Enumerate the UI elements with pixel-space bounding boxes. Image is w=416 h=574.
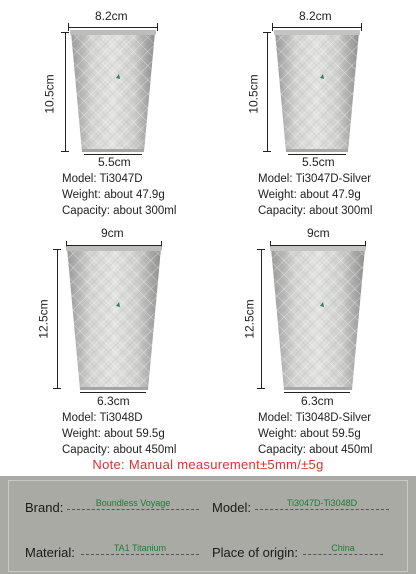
height-line xyxy=(65,32,66,152)
tick xyxy=(257,388,265,389)
measurement-note: Note: Manual measurement±5mm/±5g xyxy=(92,457,324,472)
cup-image xyxy=(70,30,156,154)
spec-model: Model: Ti3047D xyxy=(62,173,143,185)
spec-weight: Weight: about 59.5g xyxy=(62,428,165,440)
spec-weight: Weight: about 59.5g xyxy=(258,428,361,440)
cup-image xyxy=(274,30,360,154)
brand-value: Boundless Voyage xyxy=(67,497,199,510)
top-width-label: 9cm xyxy=(101,226,124,240)
bottom-width-line xyxy=(284,392,350,393)
product-card-ti3048d xyxy=(0,224,208,454)
top-width-line xyxy=(272,27,362,28)
info-panel-frame xyxy=(8,480,408,572)
spec-weight: Weight: about 47.9g xyxy=(258,189,361,201)
top-width-label: 8.2cm xyxy=(299,9,332,23)
height-label: 10.5cm xyxy=(42,74,57,114)
tick xyxy=(53,388,61,389)
product-card-ti3048d-silver xyxy=(208,224,416,454)
spec-weight: Weight: about 47.9g xyxy=(62,189,165,201)
tick xyxy=(361,23,362,31)
height-label: 12.5cm xyxy=(242,299,257,339)
spec-capacity: Capacity: about 450ml xyxy=(258,444,373,456)
product-card-ti3047d xyxy=(0,0,208,230)
brand-label: Brand: xyxy=(25,500,64,515)
height-line xyxy=(267,32,268,152)
bottom-width-label: 5.5cm xyxy=(302,155,335,169)
material-value: TA1 Titanium xyxy=(81,542,199,555)
tick xyxy=(257,249,265,250)
height-line xyxy=(261,249,262,389)
spec-capacity: Capacity: about 300ml xyxy=(258,205,373,217)
cup-image xyxy=(66,246,162,392)
spec-model: Model: Ti3048D xyxy=(62,412,143,424)
top-width-label: 9cm xyxy=(307,226,330,240)
material-label: Material: xyxy=(25,545,75,560)
tick xyxy=(272,23,273,31)
tick xyxy=(157,23,158,31)
product-card-ti3047d-silver xyxy=(208,0,416,230)
info-panel xyxy=(0,476,416,574)
origin-value: China xyxy=(303,542,383,555)
tick xyxy=(53,249,61,250)
origin-label: Place of origin: xyxy=(212,545,298,560)
height-label: 12.5cm xyxy=(36,299,51,339)
top-width-line xyxy=(68,27,158,28)
cup-image xyxy=(270,246,366,392)
bottom-width-label: 5.5cm xyxy=(98,155,131,169)
tick xyxy=(61,151,69,152)
spec-capacity: Capacity: about 300ml xyxy=(62,205,177,217)
tick xyxy=(263,151,271,152)
height-label: 10.5cm xyxy=(246,74,261,114)
top-width-label: 8.2cm xyxy=(95,9,128,23)
bottom-width-label: 6.3cm xyxy=(97,394,130,408)
height-line xyxy=(57,249,58,389)
model-value: Ti3047D-Ti3048D xyxy=(255,497,389,510)
tick xyxy=(263,32,271,33)
bottom-width-label: 6.3cm xyxy=(301,394,334,408)
tick xyxy=(68,23,69,31)
spec-model: Model: Ti3047D-Silver xyxy=(258,173,372,185)
bottom-width-line xyxy=(80,392,146,393)
tick xyxy=(61,32,69,33)
spec-model: Model: Ti3048D-Silver xyxy=(258,412,372,424)
spec-capacity: Capacity: about 450ml xyxy=(62,444,177,456)
model-label: Model: xyxy=(212,500,252,515)
